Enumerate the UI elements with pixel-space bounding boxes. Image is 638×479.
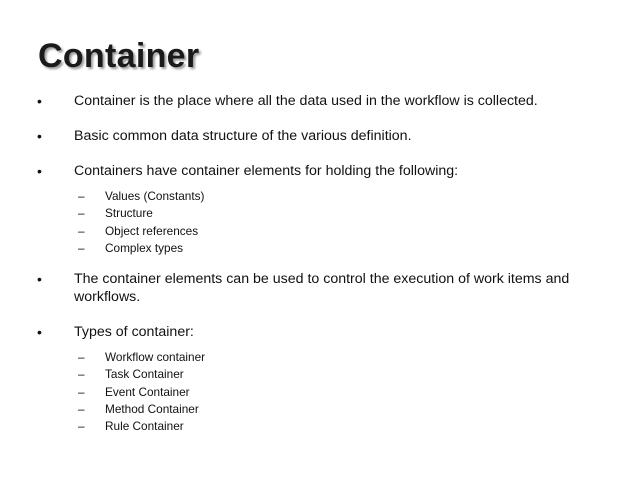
sub-bullet-text: Rule Container bbox=[105, 419, 184, 434]
sub-bullet-item bbox=[74, 401, 622, 418]
sub-bullet-item bbox=[74, 366, 622, 383]
dash-icon: – bbox=[78, 240, 85, 255]
sub-bullet-text: Workflow container bbox=[105, 350, 206, 365]
sub-bullet-text: Structure bbox=[105, 206, 153, 221]
bullet-dot-icon: • bbox=[37, 163, 42, 179]
sub-bullet-list bbox=[74, 188, 622, 257]
bullet-text: The container elements can be used to control the execution of work items and workflows. bbox=[74, 271, 570, 306]
dash-icon: – bbox=[78, 206, 85, 221]
sub-bullet-text: Event Container bbox=[105, 384, 190, 399]
sub-bullet-item bbox=[74, 418, 622, 435]
sub-bullet-item bbox=[74, 240, 622, 257]
bullet-item bbox=[37, 162, 622, 257]
bullet-text: Container is the place where all the data used in the workflow is collected. bbox=[74, 93, 538, 109]
sub-bullet-text: Values (Constants) bbox=[105, 189, 205, 203]
sub-bullet-list bbox=[74, 349, 622, 435]
slide-title: Container bbox=[38, 37, 200, 75]
bullet-item bbox=[37, 127, 622, 145]
sub-bullet-item bbox=[74, 223, 622, 240]
bullet-list bbox=[37, 92, 622, 449]
bullet-item bbox=[37, 92, 622, 110]
dash-icon: – bbox=[78, 402, 85, 417]
bullet-text: Containers have container elements for holding the following: bbox=[74, 163, 459, 179]
bullet-dot-icon: • bbox=[37, 128, 42, 144]
bullet-dot-icon: • bbox=[37, 93, 42, 109]
dash-icon: – bbox=[78, 367, 85, 382]
bullet-text: Types of container: bbox=[74, 324, 194, 341]
bullet-item bbox=[37, 323, 622, 435]
dash-icon: – bbox=[78, 384, 85, 399]
sub-bullet-text: Object references bbox=[105, 223, 199, 238]
sub-bullet-item bbox=[74, 349, 622, 366]
sub-bullet-text: Complex types bbox=[105, 240, 184, 255]
bullet-dot-icon: • bbox=[37, 271, 42, 288]
dash-icon: – bbox=[78, 223, 85, 238]
sub-bullet-text: Task Container bbox=[105, 367, 184, 382]
bullet-text: Basic common data structure of the various definition. bbox=[74, 128, 412, 144]
sub-bullet-text: Method Container bbox=[105, 402, 199, 417]
sub-bullet-item bbox=[74, 188, 622, 205]
sub-bullet-item bbox=[74, 205, 622, 222]
sub-bullet-item bbox=[74, 384, 622, 401]
dash-icon: – bbox=[78, 419, 85, 434]
bullet-item bbox=[37, 270, 622, 306]
bullet-dot-icon: • bbox=[37, 324, 42, 341]
dash-icon: – bbox=[78, 189, 85, 203]
dash-icon: – bbox=[78, 350, 85, 365]
